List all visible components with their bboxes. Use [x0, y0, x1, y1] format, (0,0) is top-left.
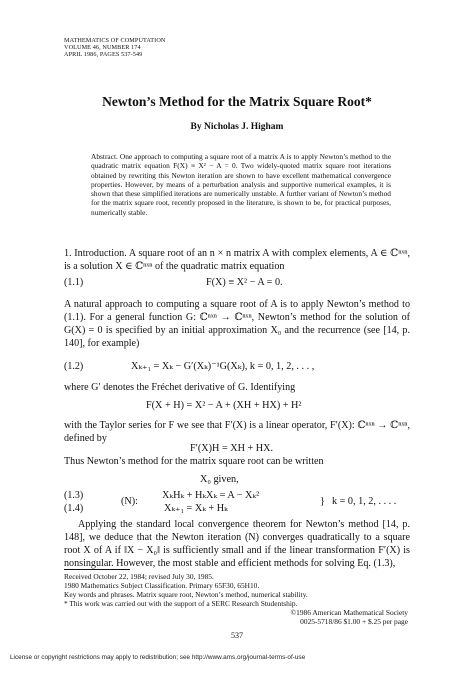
- page-number: 537: [231, 631, 243, 640]
- equation-range-brace: }: [320, 496, 325, 507]
- equation-1-2-number: (1.2): [64, 361, 84, 372]
- journal-date-pages: APRIL 1986, PAGES 537-549: [64, 51, 143, 58]
- paper-author: By Nicholas J. Higham: [190, 122, 284, 132]
- paragraph-frechet: where G′ denotes the Fréchet derivative of G. Identifying: [64, 382, 296, 393]
- equation-1-3-1-4-range: k = 0, 1, 2, . . . .: [332, 496, 397, 507]
- equation-1-4-number: (1.4): [64, 503, 84, 514]
- newton-iteration-label: (N):: [121, 496, 138, 507]
- initial-approximation: X₀ given,: [200, 474, 239, 485]
- equation-1-4: Xₖ₊₁ = Xₖ + Hₖ: [164, 503, 228, 514]
- paragraph-convergence: Applying the standard local convergence theorem for Newton’s method [14, p. 148], we deduce that the Newton iteration (N) converges quadratically to a square root X of A if ‖X − X₀‖ is sufficiently small and if the linear transformation F′(X) is nonsingular. However, the most stable and efficient methods for solving Eq. (1.3),: [64, 519, 410, 569]
- equation-derivative: F′(X)H = XH + HX.: [190, 443, 274, 454]
- equation-1-2: Xₖ₊₁ = Xₖ − G′(Xₖ)⁻¹G(Xₖ), k = 0, 1, 2, . . . ,: [131, 361, 315, 372]
- equation-1-3: XₖHₖ + HₖXₖ = A − Xₖ²: [162, 490, 260, 501]
- paragraph-taylor-series: with the Taylor series for F we see that F′(X) is a linear operator, F′(X): ℂⁿˣⁿ → ℂⁿˣⁿ, defined by: [64, 420, 410, 444]
- footnote-rule: [64, 569, 130, 570]
- paragraph-newton-written: Thus Newton’s method for the matrix square root can be written: [64, 456, 324, 467]
- section-1-intro: 1. Introduction. A square root of an n × n matrix A with complex elements, A ∈ ℂⁿˣⁿ, is a solution X ∈ ℂⁿˣⁿ of the quadratic matrix equation: [64, 248, 410, 272]
- copyright-line: ©1986 American Mathematical Society: [290, 608, 408, 617]
- footnote-classification: 1980 Mathematics Subject Classification. Primary 65F30, 65H10.: [64, 581, 260, 590]
- journal-volume: VOLUME 46, NUMBER 174: [64, 44, 141, 51]
- equation-taylor-expansion: F(X + H) = X² − A + (XH + HX) + H²: [146, 400, 302, 411]
- journal-name: MATHEMATICS OF COMPUTATION: [64, 37, 166, 44]
- copyright-price: 0025-5718/86 $1.00 + $.25 per page: [300, 617, 408, 626]
- paragraph-newton-approach: A natural approach to computing a square root of A is to apply Newton’s method to (1.1). For a general function G: ℂⁿˣⁿ → ℂⁿˣⁿ, Newton’s method for the solution of G(X) = 0 is specified by an initial approximation X₀ and the recurrence (see [14, p. 140], for example): [64, 299, 410, 349]
- footnote-keywords: Key words and phrases. Matrix square root, Newton’s method, numerical stability.: [64, 590, 308, 599]
- license-notice: License or copyright restrictions may apply to redistribution; see http://www.ams.org/journal-terms-of-use: [10, 654, 306, 661]
- equation-1-3-number: (1.3): [64, 490, 84, 501]
- equation-1-1-number: (1.1): [64, 277, 84, 288]
- footnote-support: * This work was carried out with the support of a SERC Research Studentship.: [64, 599, 298, 608]
- footnote-received: Received October 22, 1984; revised July 30, 1985.: [64, 572, 214, 581]
- abstract: Abstract. One approach to computing a square root of a matrix A is to apply Newton’s method to the quadratic matrix equation F(X) ≡ X² − A = 0. Two widely-quoted matrix square root iterations obtained by rewriting this Newton iteration are shown to have excellent mathematical convergence properties. However, by means of a perturbation analysis and supportive numerical examples, it is shown that these simplified iterations are numerically unstable. A further variant of Newton’s method for the matrix square root, recently proposed in the literature, is shown to be, for practical purposes, numerically stable.: [91, 152, 391, 217]
- equation-1-1: F(X) ≡ X² − A = 0.: [206, 277, 283, 288]
- paper-title: Newton’s Method for the Matrix Square Root*: [102, 94, 372, 109]
